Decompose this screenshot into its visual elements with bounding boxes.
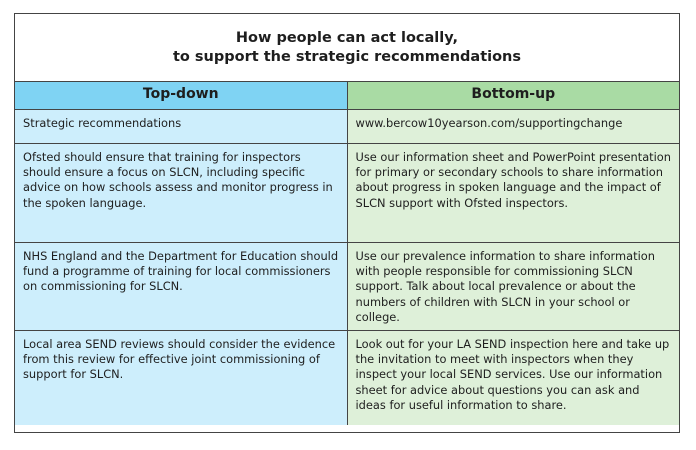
table-title xyxy=(15,14,679,82)
table-row xyxy=(15,243,679,331)
bottom-up-cell: Use our information sheet and PowerPoint presentation for primary or secondary schools to share information about progress in spoken language and the impact of SLCN support with Ofsted inspectors. xyxy=(347,144,679,243)
bottom-up-cell: Look out for your LA SEND inspection here and take up the invitation to meet with inspectors when they inspect your local SEND services. Use our information sheet for advice about questions you can ask and ideas for useful information to share. xyxy=(347,331,679,426)
header-row xyxy=(15,82,679,110)
bottom-up-cell: www.bercow10yearson.com/supportingchange xyxy=(347,110,679,144)
top-down-cell: NHS England and the Department for Education should fund a programme of training for local commissioners on commissioning for SLCN. xyxy=(15,243,347,331)
bottom-up-header: Bottom-up xyxy=(347,82,679,110)
table-row xyxy=(15,144,679,243)
recommendations-table xyxy=(15,82,679,425)
table-row xyxy=(15,110,679,144)
top-down-cell: Ofsted should ensure that training for inspectors should ensure a focus on SLCN, including specific advice on how schools assess and monitor progress in the spoken language. xyxy=(15,144,347,243)
bottom-up-cell: Use our prevalence information to share information with people responsible for commissioning SLCN support. Talk about local prevalence or about the numbers of children with SLCN in your school or college. xyxy=(347,243,679,331)
top-down-cell: Local area SEND reviews should consider the evidence from this review for effective joint commissioning of support for SLCN. xyxy=(15,331,347,426)
title-line-1: How people can act locally, xyxy=(235,29,459,46)
table-row xyxy=(15,331,679,426)
recommendations-table-frame xyxy=(14,13,680,433)
title-line-2: to support the strategic recommendations xyxy=(172,48,522,65)
top-down-header: Top-down xyxy=(15,82,347,110)
top-down-cell: Strategic recommendations xyxy=(15,110,347,144)
